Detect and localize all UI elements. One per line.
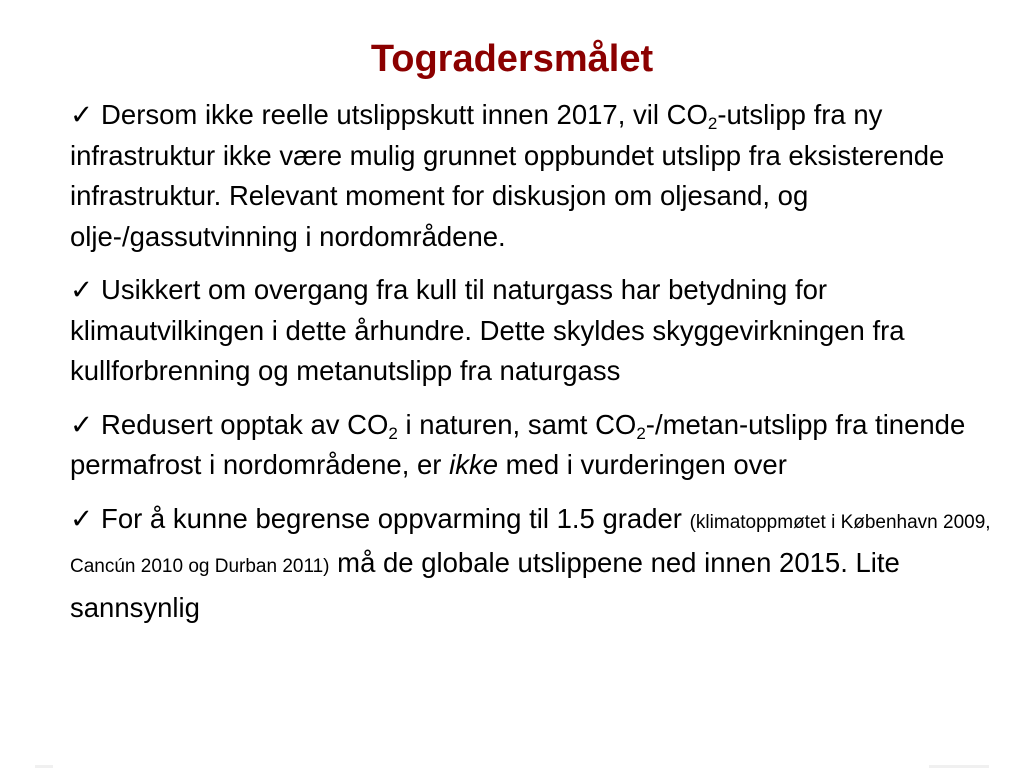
checkmark-icon: ✓ bbox=[70, 502, 94, 534]
checkmark-icon: ✓ bbox=[70, 408, 94, 440]
subscript: 2 bbox=[388, 423, 398, 443]
subscript: 2 bbox=[707, 114, 718, 133]
checkmark-icon: ✓ bbox=[70, 274, 94, 305]
bullet-text: -/metan-utslipp fra tinende permafrost i nordområdene, er bbox=[70, 408, 966, 480]
bullet-text: For å kunne begrense oppvarming til 1.5 grader bbox=[101, 502, 690, 534]
checkmark-icon: ✓ bbox=[70, 99, 94, 130]
bullet-item bbox=[70, 95, 1015, 257]
bullet-item bbox=[70, 499, 1015, 629]
bullet-small-text: (klimatoppmøtet i København 2009, Cancún 2010 og Durban 2011) bbox=[70, 511, 991, 577]
bullet-text: Usikkert om overgang fra kull til naturgass har betydning for klimautvilkingen i dette århundre. Dette skyldes skyggevirkningen fra kullforbrenning og metanutslipp fra naturgass bbox=[70, 274, 905, 386]
emphasis-text: ikke bbox=[449, 449, 498, 480]
slide-title: Togradersmålet bbox=[370, 38, 654, 81]
bullet-list bbox=[70, 95, 1015, 641]
bullet-text: -utslipp fra ny infrastruktur ikke være mulig grunnet oppbundet utslipp fra eksisterende infrastruktur. Relevant moment for diskusjon om oljesand, og olje-/gassutvinning i nordområdene. bbox=[70, 99, 945, 252]
bullet-text: med i vurderingen over bbox=[497, 449, 787, 480]
bullet-item bbox=[70, 405, 1015, 486]
bullet-text: Redusert opptak av CO bbox=[101, 408, 389, 440]
bullet-text: må de globale utslippene ned innen 2015. Lite sannsynlig bbox=[70, 547, 900, 623]
bullet-item bbox=[70, 270, 1015, 392]
subscript: 2 bbox=[636, 423, 646, 443]
bullet-text: i naturen, samt CO bbox=[397, 408, 637, 440]
bullet-text: Dersom ikke reelle utslippskutt innen 2017, vil CO bbox=[101, 99, 708, 130]
